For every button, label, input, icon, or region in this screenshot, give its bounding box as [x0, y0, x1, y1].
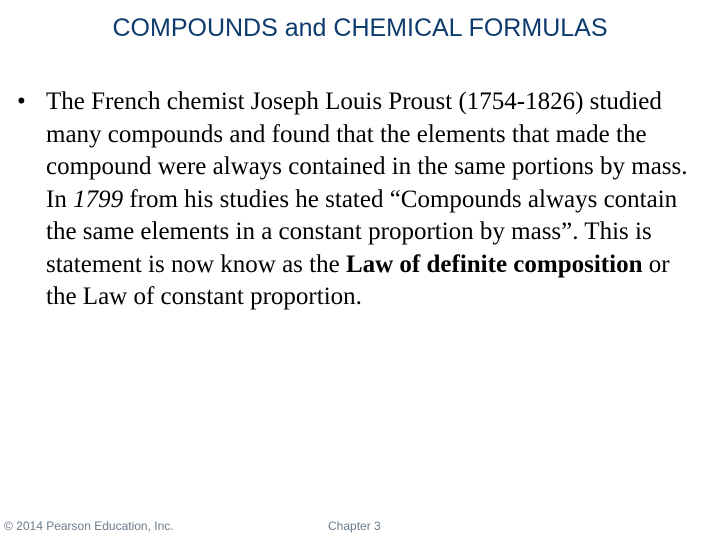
paragraph-text-1: The French chemist Joseph Louis Proust (1754-1826) studied many compounds and found that the elements that made the compound were always contained in the same portions by mass. In [46, 88, 688, 213]
paragraph-text-3: or the Law of constant proportion. [46, 250, 670, 310]
law-name-bold: Law of definite composition [345, 250, 643, 278]
paragraph-text-2: from his studies he stated “Compounds always contain the same elements in a constant proportion by mass”. This is statement is now know as the [46, 185, 678, 278]
bullet-paragraph [46, 86, 706, 314]
footer-chapter: Chapter 3 [328, 519, 381, 533]
footer-copyright: © 2014 Pearson Education, Inc. [4, 519, 174, 533]
bullet-item [17, 86, 706, 314]
slide-title: COMPOUNDS and CHEMICAL FORMULAS [112, 14, 608, 42]
bullet-icon: • [17, 88, 26, 115]
year-italic: 1799 [73, 185, 124, 213]
